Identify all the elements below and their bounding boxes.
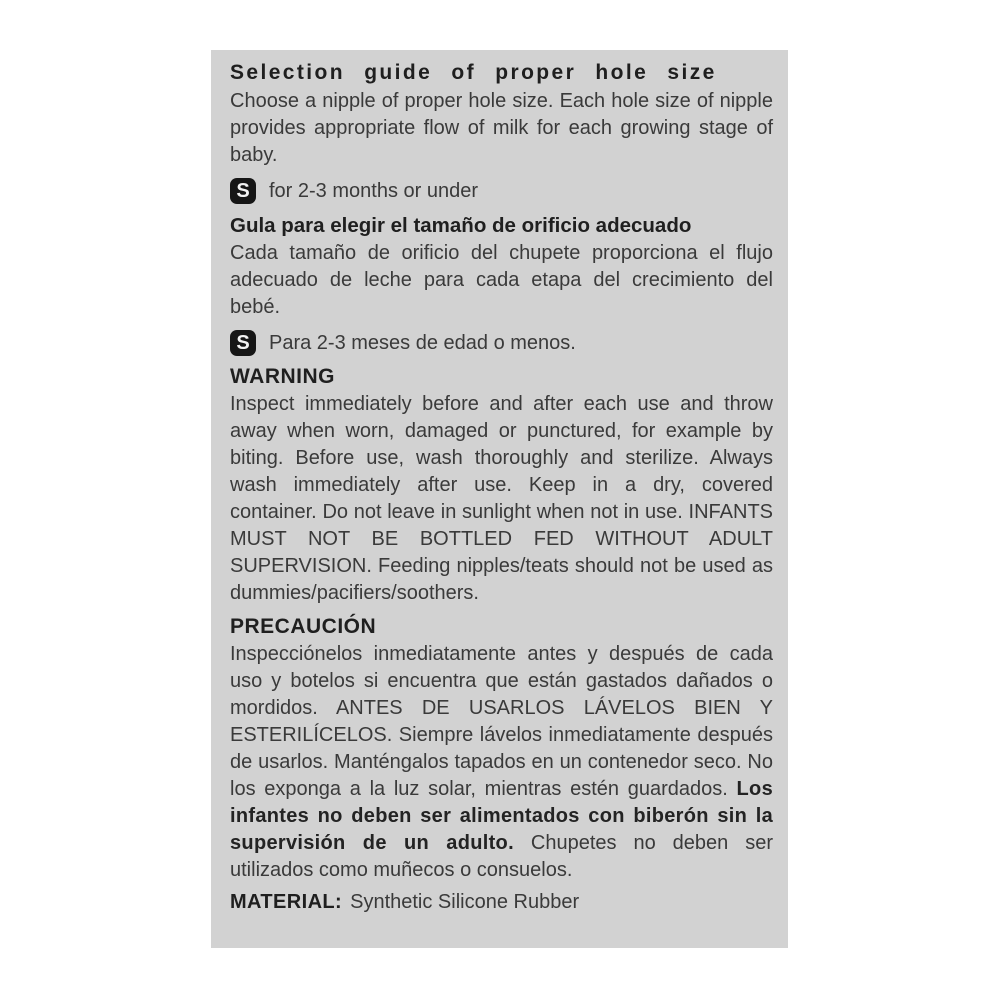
english-size-row (230, 178, 773, 204)
material-value: Synthetic Silicone Rubber (350, 891, 580, 913)
spanish-guide-body: Cada tamaño de orificio del chupete proporciona el flujo adecuado de leche para cada etapa del crecimiento del bebé. (230, 242, 773, 318)
material-row (230, 889, 773, 916)
size-s-badge-icon: S (230, 178, 256, 204)
english-size-note: for 2-3 months or under (269, 179, 478, 202)
precaucion-heading: PRECAUCIÓN (230, 615, 377, 638)
material-label: MATERIAL: (230, 891, 343, 913)
precaucion-body-start: Inspecciónelos inmediatamente antes y después de cada uso y botelos si encuentra que están gastados dañados o mordidos. ANTES DE USARLOS LÁVELOS BIEN Y ESTERILÍCELOS. Siempre lávelos inmediatamente después de usarlos. Manténgalos tapados en un contenedor seco. No los exponga a la luz solar, mientras estén guardados. (230, 643, 773, 800)
precaucion-body-bold: Los infantes no deben ser alimentados con biberón sin la supervisión de un adulto. (230, 778, 773, 854)
warning-heading: WARNING (230, 365, 335, 388)
spanish-size-row (230, 330, 773, 356)
warning-body: Inspect immediately before and after each use and throw away when worn, damaged or punctured, for example by biting. Before use, wash thoroughly and sterilize. Always wash immediately after use. Keep in a dry, covered container. Do not leave in sunlight when not in use. INFANTS MUST NOT BE BOTTLED FED WITHOUT ADULT SUPERVISION. Feeding nipples/teats should not be used as dummies/pacifiers/soothers. (230, 393, 773, 604)
precaucion-body-end: Chupetes no deben ser utilizados como muñecos o consuelos. (230, 832, 773, 881)
precaucion-body (230, 641, 773, 884)
product-label-card (211, 50, 788, 948)
size-s-badge-icon: S (230, 330, 256, 356)
english-guide-body: Choose a nipple of proper hole size. Each hole size of nipple provides appropriate flow of milk for each growing stage of baby. (230, 90, 773, 166)
spanish-guide-title: Gula para elegir el tamaño de orificio adecuado (230, 214, 692, 237)
english-guide-title: Selection guide of proper hole size (230, 61, 717, 84)
spanish-size-note: Para 2-3 meses de edad o menos. (269, 331, 576, 354)
